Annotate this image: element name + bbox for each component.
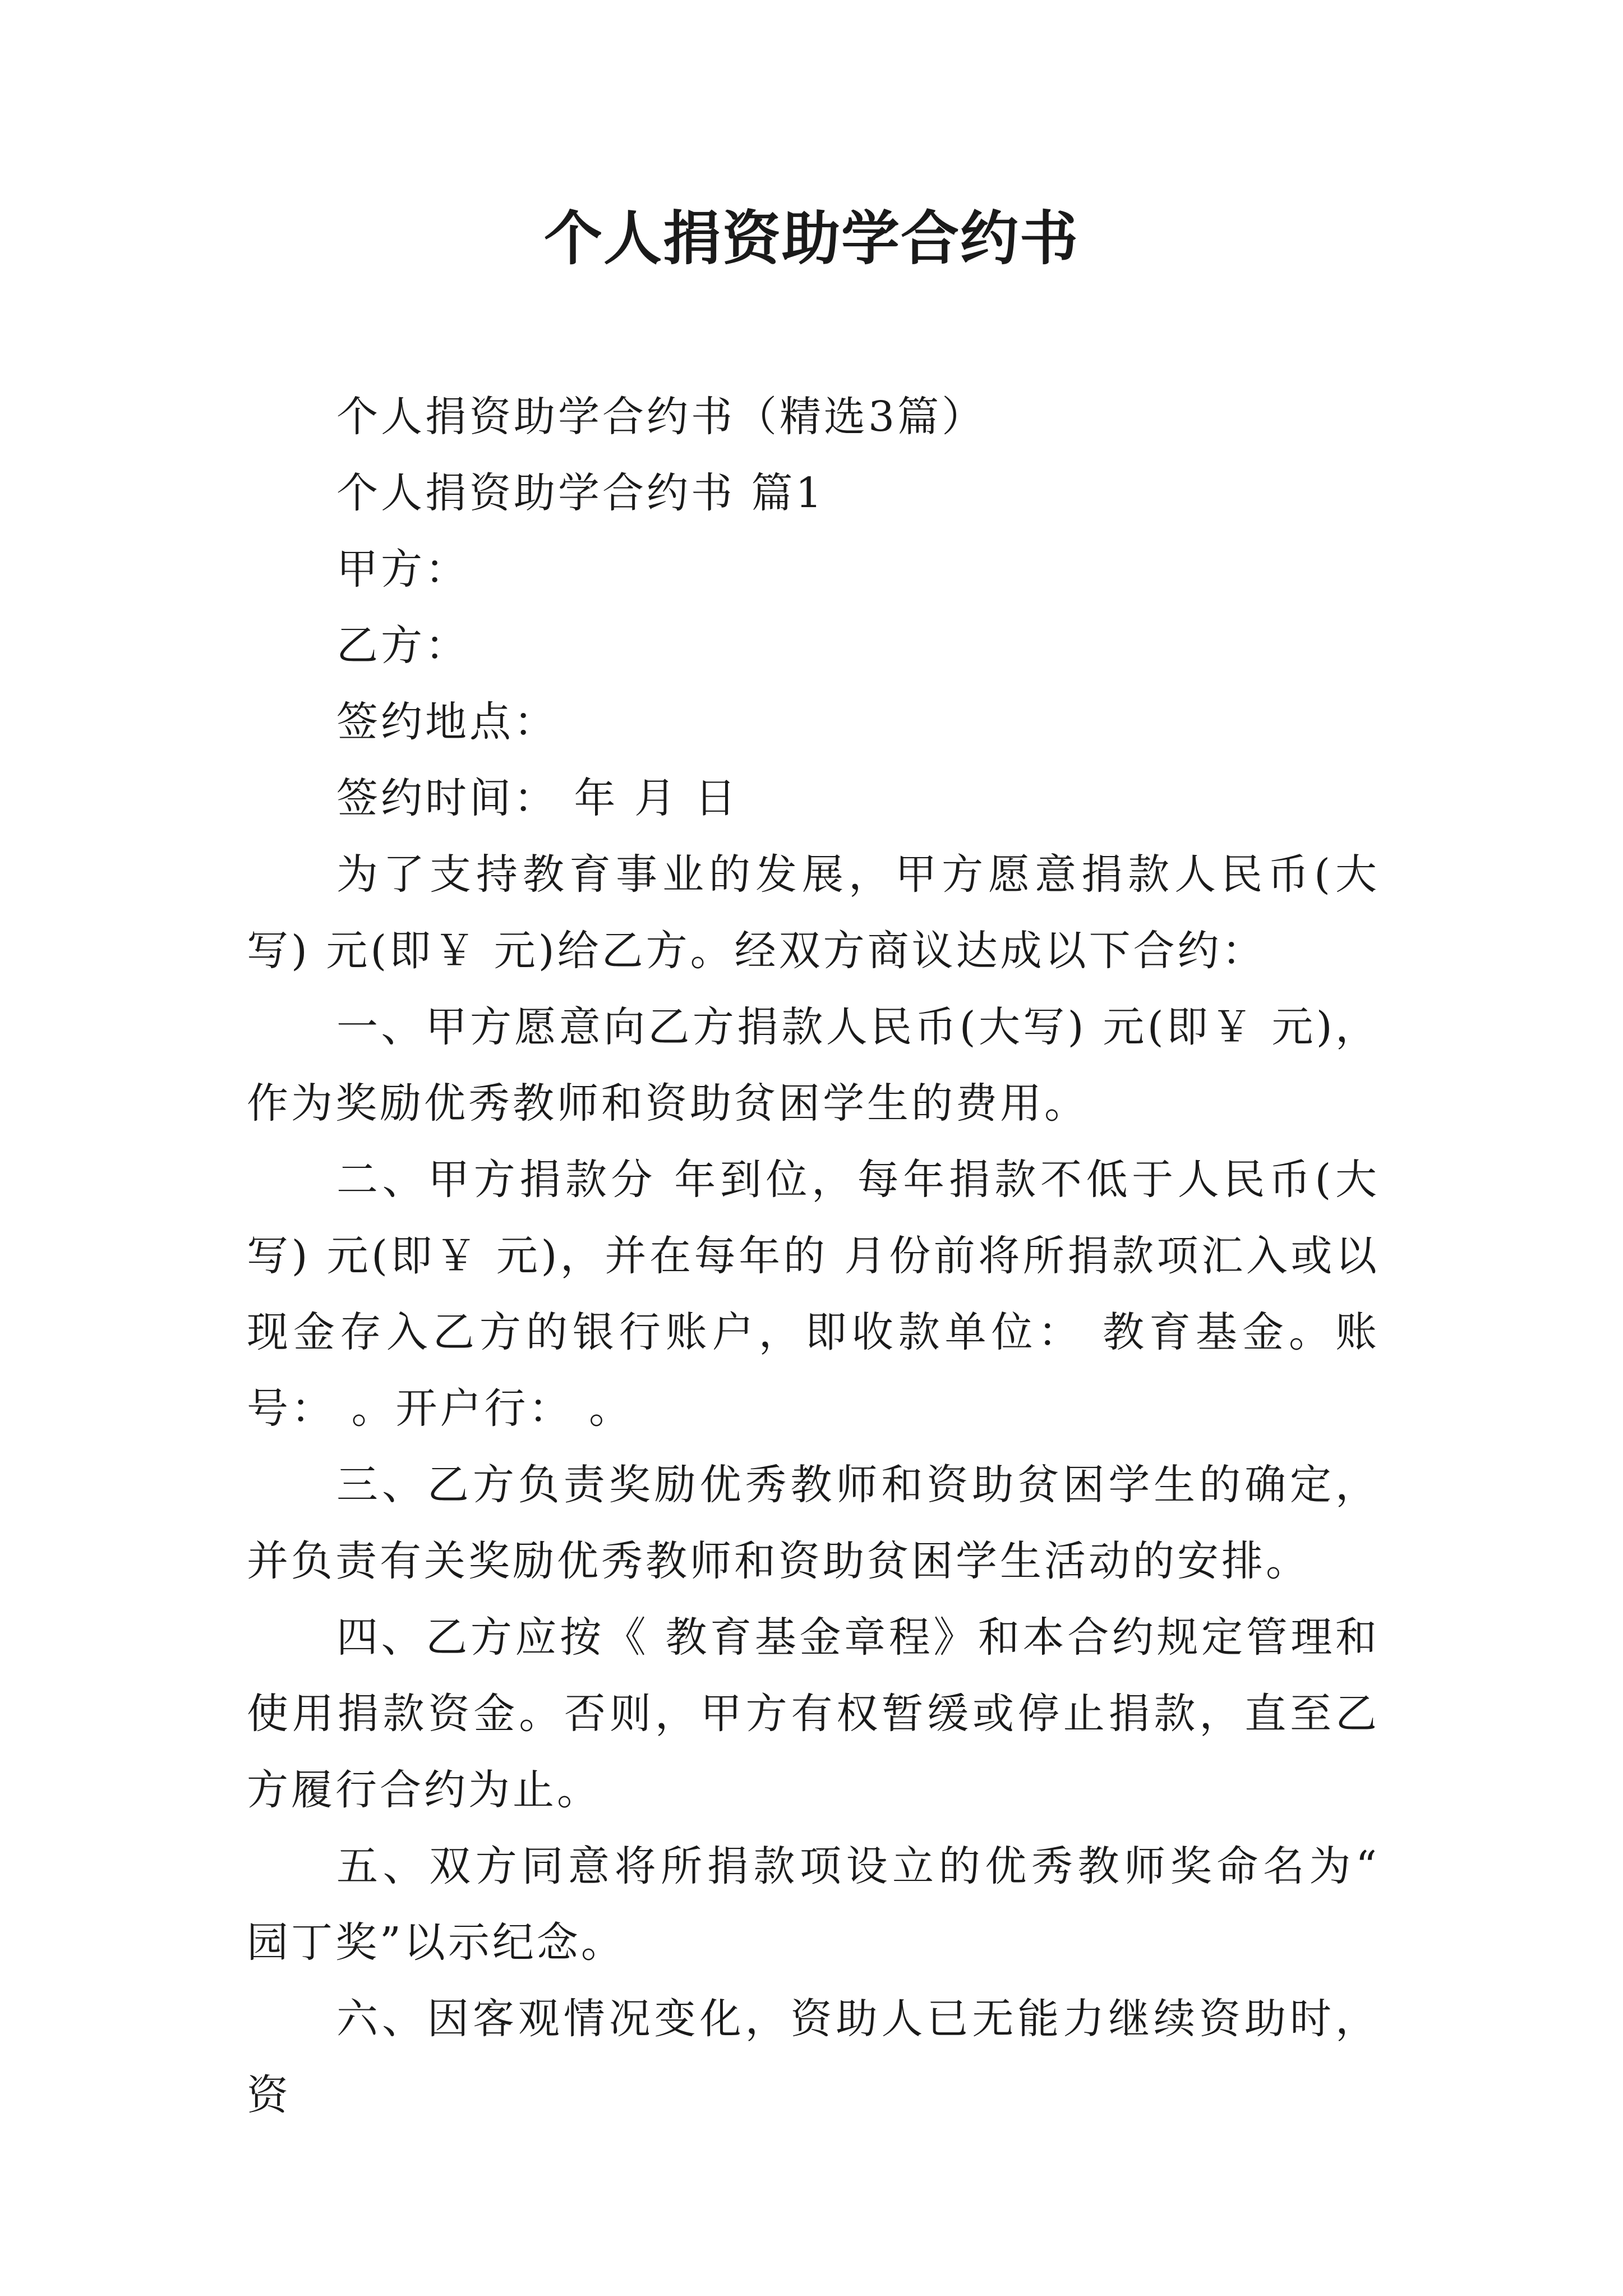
paragraph-party-a: 甲方： — [336, 545, 469, 593]
paragraph-clause-1: 一、甲方愿意向乙方捐款人民币(大写) 元(即￥ 元)，作为奖励优秀教师和资助贫困学生的费用。 — [247, 1003, 1380, 1128]
paragraph-party-b: 乙方： — [336, 622, 469, 670]
paragraph-clause-2: 二、甲方捐款分 年到位，每年捐款不低于人民币(大写) 元(即￥ 元)，并在每年的 月份前将所捐款项汇入或以现金存入乙方的银行账户，即收款单位： 教育基金。账号： 。开户行： 。 — [247, 1156, 1380, 1433]
paragraph-preamble: 为了支持教育事业的发展，甲方愿意捐款人民币(大写) 元(即￥ 元)给乙方。经双方商议达成以下合约： — [247, 850, 1380, 975]
paragraph-signing-date: 签约时间： 年 月 日 — [336, 774, 739, 822]
paragraph-signing-place: 签约地点： — [336, 698, 558, 746]
document-body — [247, 379, 1380, 2133]
document-title: 个人捐资助学合约书 — [543, 204, 1079, 273]
paragraph-clause-3: 三、乙方负责奖励优秀教师和资助贫困学生的确定，并负责有关奖励优秀教师和资助贫困学生活动的安排。 — [247, 1461, 1380, 1585]
paragraph-clause-6: 六、因客观情况变化，资助人已无能力继续资助时，资 — [247, 1995, 1380, 2119]
paragraph-clause-4: 四、乙方应按《 教育基金章程》和本合约规定管理和使用捐款资金。否则，甲方有权暂缓或停止捐款，直至乙方履行合约为止。 — [247, 1613, 1380, 1814]
paragraph-subtitle: 个人捐资助学合约书（精选3篇） — [336, 393, 986, 441]
paragraph-clause-5: 五、双方同意将所捐款项设立的优秀教师奖命名为“ 园丁奖”以示纪念。 — [247, 1842, 1380, 1967]
paragraph-section-heading: 个人捐资助学合约书 篇1 — [336, 469, 825, 517]
